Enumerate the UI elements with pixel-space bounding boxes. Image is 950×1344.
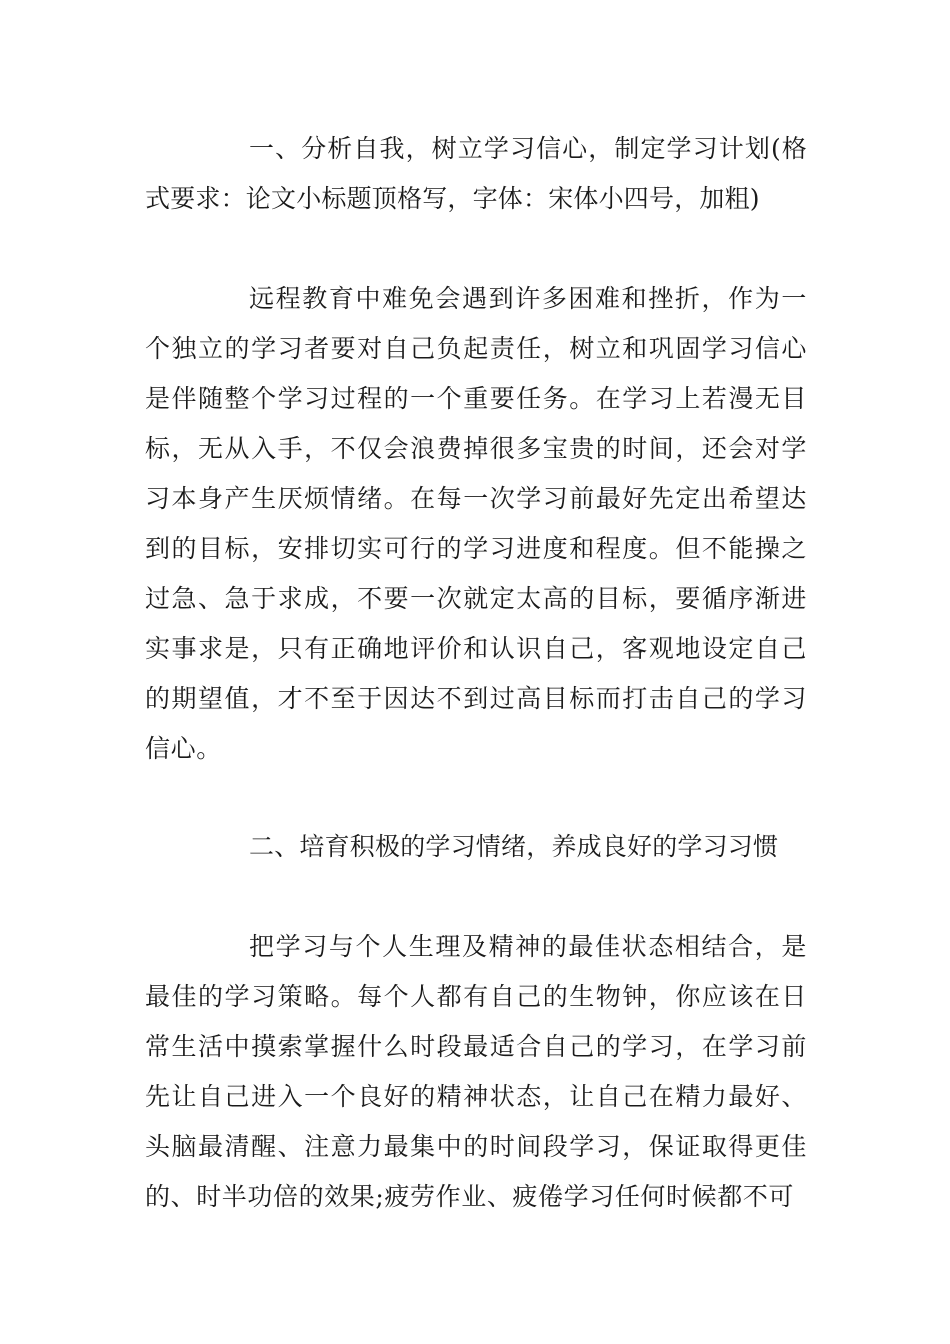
section-1-heading: 一、分析自我，树立学习信心，制定学习计划(格式要求：论文小标题顶格写，字体：宋体小四号，加粗) xyxy=(145,134,807,213)
section-1-body: 远程教育中难免会遇到许多困难和挫折，作为一个独立的学习者要对自己负起责任，树立和巩固学习信心是伴随整个学习过程的一个重要任务。在学习上若漫无目标，无从入手，不仅会浪费掉很多宝贵的时间，还会对学习本身产生厌烦情绪。在每一次学习前最好先定出希望达到的目标，安排切实可行的学习进度和程度。但不能操之过急、急于求成，不要一次就定太高的目标，要循序渐进实事求是，只有正确地评价和认识自己，客观地设定自己的期望值，才不至于因达不到过高目标而打击自己的学习信心。 xyxy=(145,284,807,763)
section-2-body: 把学习与个人生理及精神的最佳状态相结合，是最佳的学习策略。每个人都有自己的生物钟，你应该在日常生活中摸索掌握什么时段最适合自己的学习，在学习前先让自己进入一个良好的精神状态，让自己在精力最好、头脑最清醒、注意力最集中的时间段学习，保证取得更佳的、时半功倍的效果;疲劳作业、疲倦学习任何时候都不可 xyxy=(145,932,807,1211)
section-2-heading: 二、培育积极的学习情绪，养成良好的学习习惯 xyxy=(249,832,779,861)
